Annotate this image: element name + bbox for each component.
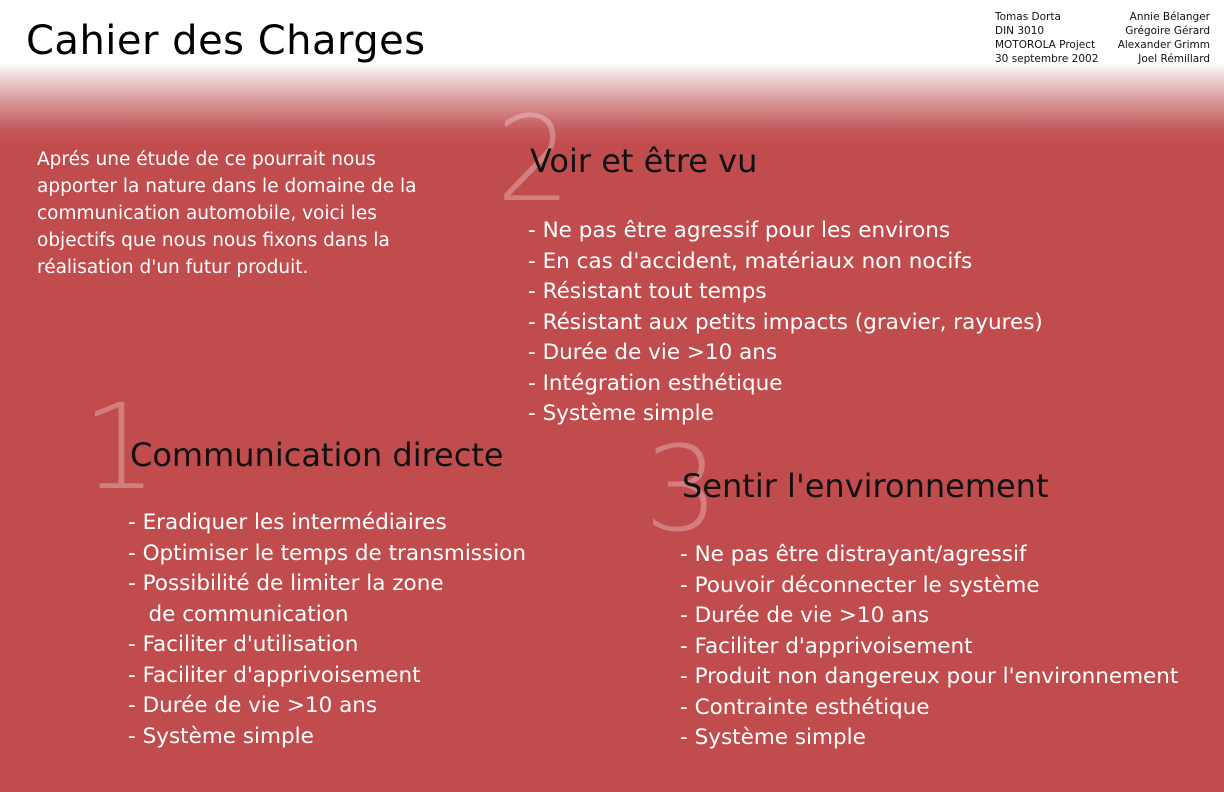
section-1-number: 1 bbox=[82, 378, 158, 516]
list-item: - Faciliter d'apprivoisement bbox=[680, 633, 973, 659]
author-name: Grégoire Gérard bbox=[1125, 25, 1210, 37]
page-title: Cahier des Charges bbox=[26, 18, 426, 64]
list-item: - Résistant tout temps bbox=[528, 279, 767, 304]
section-1-heading: Communication directe bbox=[130, 436, 504, 474]
section-2-list bbox=[528, 216, 1043, 430]
list-item: - En cas d'accident, matériaux non nocifs bbox=[528, 248, 973, 274]
list-item: de communication bbox=[128, 601, 349, 627]
list-item: - Système simple bbox=[128, 723, 314, 749]
section-3-heading: Sentir l'environnement bbox=[682, 467, 1049, 505]
list-item: - Intégration esthétique bbox=[528, 370, 783, 396]
list-item: - Système simple bbox=[528, 401, 714, 426]
credit-line: 30 septembre 2002 bbox=[995, 53, 1099, 65]
list-item: - Ne pas être distrayant/agressif bbox=[680, 542, 1027, 567]
list-item: - Eradiquer les intermédiaires bbox=[128, 510, 447, 535]
author-name: Alexander Grimm bbox=[1117, 39, 1210, 51]
intro-paragraph: Aprés une étude de ce pourrait nous apporter la nature dans le domaine de la communication automobile, voici les objectifs que nous nous fixons dans la réalisation d'un futur produit. bbox=[37, 149, 417, 278]
section-2-heading: Voir et être vu bbox=[530, 142, 758, 180]
credit-line: DIN 3010 bbox=[995, 25, 1045, 37]
author-name: Joel Rémillard bbox=[1138, 53, 1210, 65]
author-name: Annie Bélanger bbox=[1129, 11, 1210, 23]
list-item: - Faciliter d'apprivoisement bbox=[128, 662, 421, 688]
list-item: - Ne pas être agressif pour les environs bbox=[528, 218, 951, 243]
list-item: - Produit non dangereux pour l'environnement bbox=[680, 664, 1179, 689]
list-item: - Optimiser le temps de transmission bbox=[128, 540, 526, 566]
list-item: - Durée de vie >10 ans bbox=[680, 603, 930, 628]
list-item: - Contrainte esthétique bbox=[680, 694, 930, 720]
list-item: - Pouvoir déconnecter le système bbox=[680, 572, 1040, 598]
list-item: - Durée de vie >10 ans bbox=[128, 693, 378, 718]
credit-line: MOTOROLA Project bbox=[995, 39, 1096, 51]
credits-left bbox=[995, 10, 1098, 66]
credits-right bbox=[1118, 10, 1210, 66]
section-2-number: 2 bbox=[496, 90, 572, 228]
list-item: - Faciliter d'utilisation bbox=[128, 632, 359, 657]
section-3-number: 3 bbox=[644, 420, 720, 558]
credit-line: Tomas Dorta bbox=[995, 11, 1061, 23]
list-item: - Durée de vie >10 ans bbox=[528, 340, 778, 365]
section-3-list bbox=[680, 540, 1178, 754]
list-item: - Résistant aux petits impacts (gravier, rayures) bbox=[528, 309, 1043, 335]
list-item: - Possibilité de limiter la zone bbox=[128, 571, 444, 596]
list-item: - Système simple bbox=[680, 725, 866, 750]
section-1-list bbox=[128, 508, 526, 752]
